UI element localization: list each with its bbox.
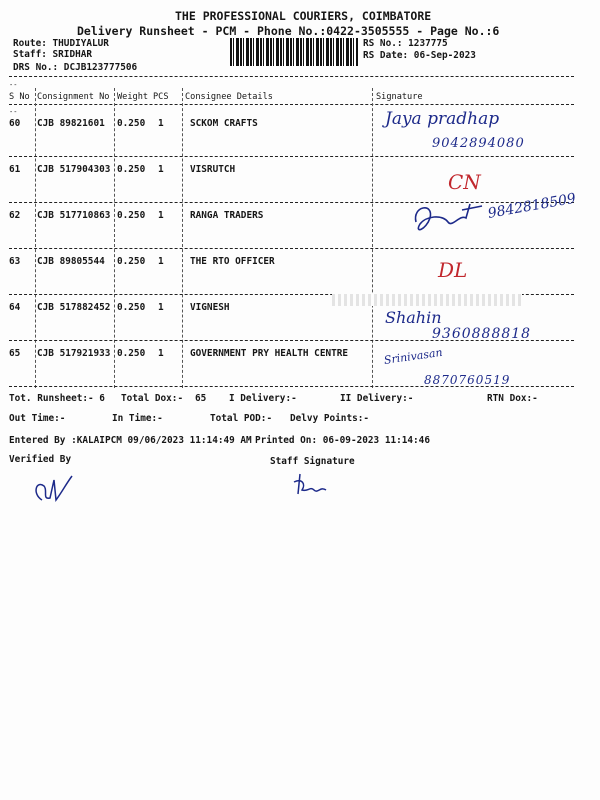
row-weight: 0.250 (117, 210, 146, 221)
row-pcs: 1 (158, 302, 164, 313)
handwritten-mark: CN (448, 170, 481, 194)
row-divider (9, 202, 574, 203)
total-dox-value: 65 (195, 393, 207, 404)
total-pod-label: Total POD:- (210, 413, 273, 424)
printed-on: Printed On: 06-09-2023 11:14:46 (255, 435, 430, 446)
table-row (0, 164, 600, 204)
table-row (0, 345, 600, 388)
drs-number: DRS No.: DCJB123777506 (13, 62, 138, 73)
row-consignee: VIGNESH (190, 302, 230, 313)
verified-by-label: Verified By (9, 454, 72, 465)
rs-number: RS No.: 1237775 (363, 38, 448, 49)
row-pcs: 1 (158, 348, 164, 359)
row-sno: 65 (9, 348, 21, 359)
col-consignment: Consignment No (37, 92, 110, 102)
faded-stamp (332, 294, 522, 306)
in-time-label: In Time:- (112, 413, 163, 424)
handwritten-phone: 9842818509 (486, 190, 578, 222)
company-title: THE PROFESSIONAL COURIERS, COIMBATORE (175, 9, 432, 23)
handwritten-phone: 9042894080 (432, 136, 525, 151)
handwritten-name: Jaya pradhap (385, 109, 500, 129)
row-consignee: RANGA TRADERS (190, 210, 264, 221)
row-divider (9, 156, 574, 157)
rs-date: RS Date: 06-Sep-2023 (363, 50, 476, 61)
out-time-label: Out Time:- (9, 413, 66, 424)
divider (9, 104, 574, 105)
row-weight: 0.250 (117, 302, 146, 313)
row-pcs: 1 (158, 118, 164, 129)
row-consignment: CJB 517882452 (37, 302, 111, 313)
signature-scribble (408, 196, 488, 240)
table-row (0, 190, 600, 250)
total-dox-label: Total Dox:- (121, 393, 184, 404)
handwritten-phone: 8870760519 (424, 373, 511, 387)
row-sno: 61 (9, 164, 21, 175)
row-consignment: CJB 517710863 (37, 210, 111, 221)
col-weight: Weight (117, 92, 149, 102)
row-weight: 0.250 (117, 348, 146, 359)
row-weight: 0.250 (117, 118, 146, 129)
table-row (0, 256, 600, 296)
i-delivery-label: I Delivery:- (229, 393, 297, 404)
divider (9, 76, 574, 77)
col-sno: S No (9, 92, 30, 102)
verifier-signature (28, 470, 78, 510)
total-runsheet: Tot. Runsheet:- 6 (9, 393, 105, 404)
handwritten-name: Srinivasan (383, 345, 444, 367)
handwritten-phone: 9360888818 (432, 326, 532, 342)
divider-mark: -- (9, 81, 18, 89)
col-pcs: PCS (153, 92, 169, 102)
row-divider (9, 386, 574, 387)
row-consignment: CJB 89805544 (37, 256, 105, 267)
row-divider (9, 340, 574, 341)
col-consignee: Consignee Details (185, 92, 273, 102)
row-consignee: THE RTO OFFICER (190, 256, 275, 267)
delvy-points-label: Delvy Points:- (290, 413, 370, 424)
row-consignee: SCKOM CRAFTS (190, 118, 258, 129)
row-sno: 64 (9, 302, 21, 313)
runsheet-subtitle: Delivery Runsheet - PCM - Phone No.:0422-3505555 - Page No.:6 (77, 24, 500, 38)
entered-by: Entered By :KALAIPCM 09/06/2023 11:14:49 AM (9, 435, 252, 446)
row-sno: 60 (9, 118, 21, 129)
handwritten-name: Shahin (385, 308, 442, 327)
row-sno: 62 (9, 210, 21, 221)
handwritten-mark: DL (438, 258, 468, 282)
rtn-dox-label: RTN Dox:- (487, 393, 538, 404)
staff-signature (290, 468, 334, 500)
row-weight: 0.250 (117, 256, 146, 267)
row-weight: 0.250 (117, 164, 146, 175)
row-pcs: 1 (158, 210, 164, 221)
row-consignment: CJB 517921933 (37, 348, 111, 359)
row-divider (9, 248, 574, 249)
row-consignee: GOVERNMENT PRY HEALTH CENTRE (190, 348, 349, 359)
table-row (0, 302, 600, 342)
ii-delivery-label: II Delivery:- (340, 393, 414, 404)
route-label: Route: THUDIYALUR (13, 38, 109, 49)
col-signature: Signature (376, 92, 423, 102)
row-consignee: VISRUTCH (190, 164, 236, 175)
row-pcs: 1 (158, 256, 164, 267)
row-sno: 63 (9, 256, 21, 267)
staff-label: Staff: SRIDHAR (13, 49, 93, 60)
barcode (230, 38, 358, 66)
row-pcs: 1 (158, 164, 164, 175)
divider-mark: -- (9, 108, 18, 116)
staff-signature-label: Staff Signature (270, 456, 355, 467)
row-consignment: CJB 517904303 (37, 164, 111, 175)
table-row (0, 109, 600, 158)
row-consignment: CJB 89821601 (37, 118, 105, 129)
